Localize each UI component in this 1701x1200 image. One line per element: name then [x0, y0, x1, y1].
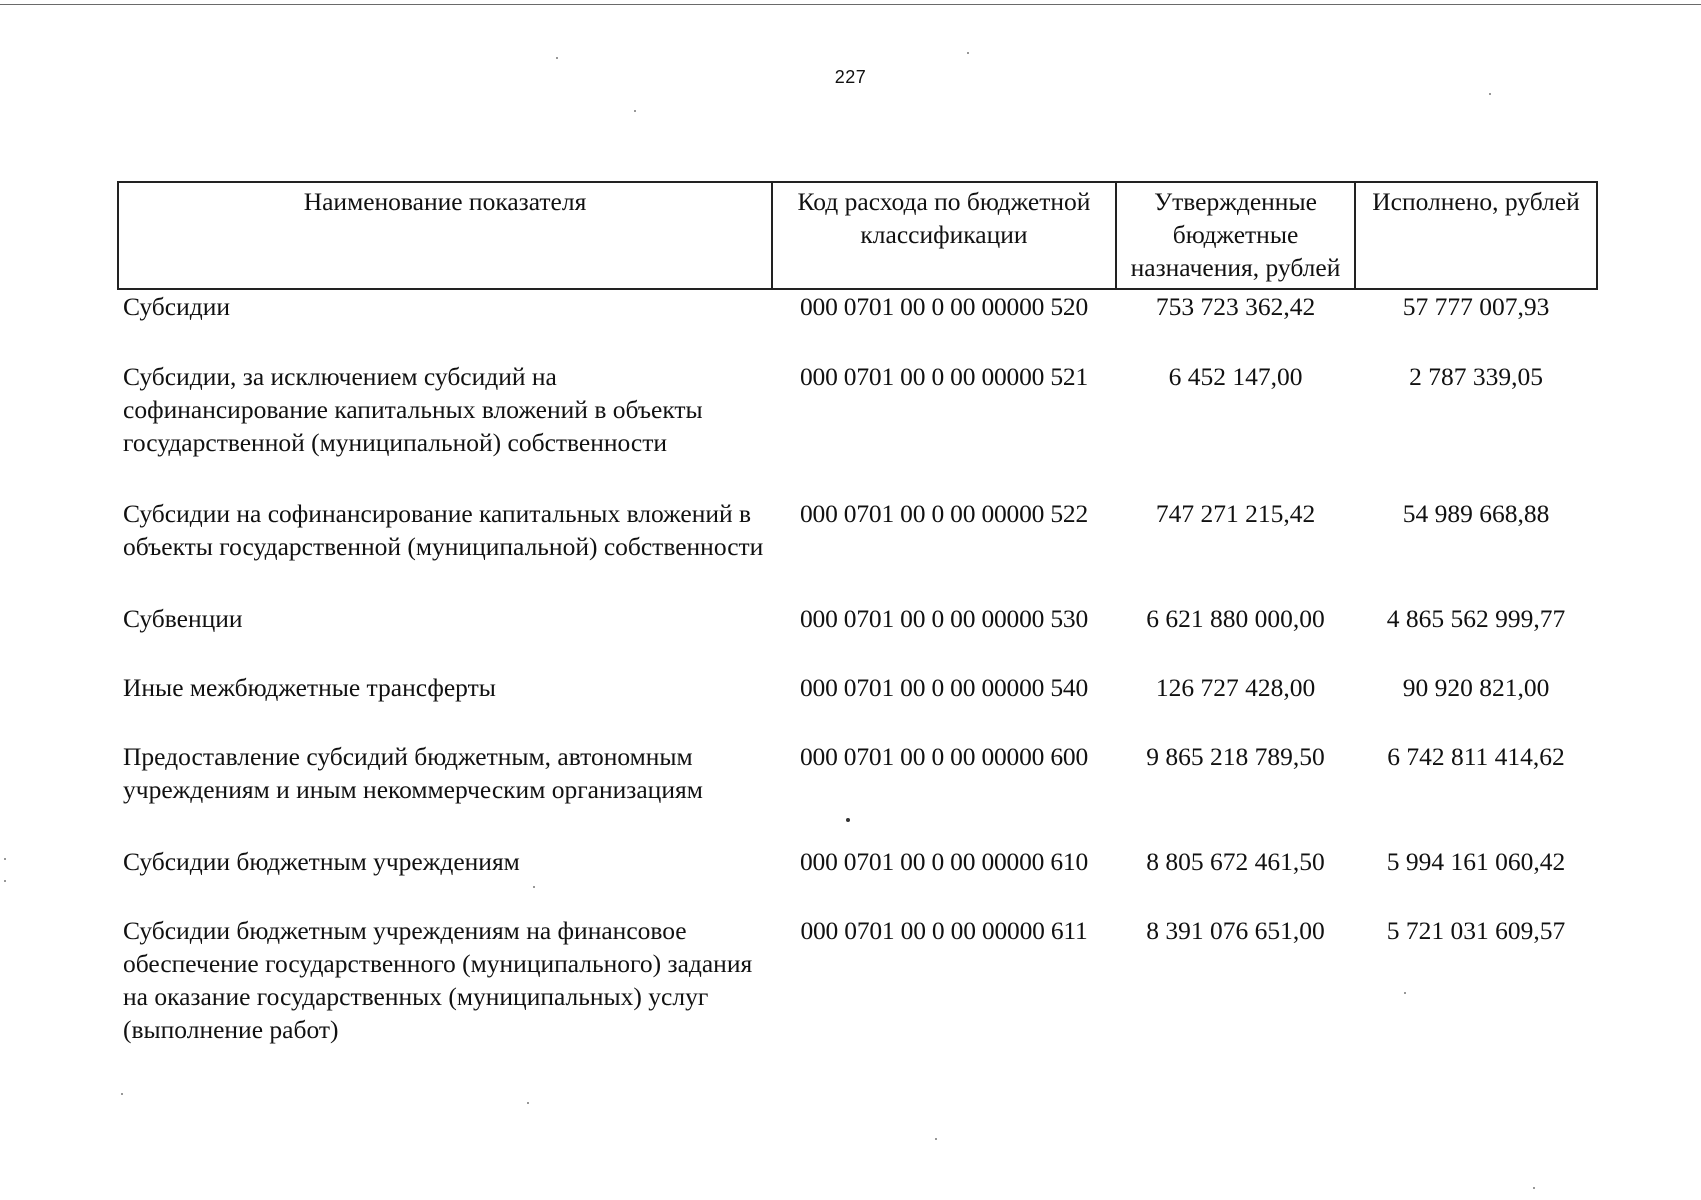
scan-speck — [4, 880, 6, 882]
row-name: Субсидии на софинансирование капитальных вложений в объекты государственной (муниципальной) собственности — [123, 499, 764, 561]
row-executed: 2 787 339,05 — [1409, 362, 1543, 391]
table-header-row — [118, 182, 1597, 289]
row-approved: 9 865 218 789,50 — [1146, 742, 1325, 771]
scan-speck — [1489, 93, 1491, 95]
row-executed: 90 920 821,00 — [1402, 673, 1550, 702]
row-approved: 8 391 076 651,00 — [1146, 916, 1325, 945]
row-code: 000 0701 00 0 00 00000 530 — [799, 604, 1089, 633]
row-executed: 5 994 161 060,42 — [1386, 847, 1566, 876]
row-code: 000 0701 00 0 00 00000 611 — [800, 916, 1088, 945]
scan-speck — [1404, 992, 1406, 994]
row-approved: 8 805 672 461,50 — [1146, 847, 1325, 876]
scan-speck — [4, 858, 6, 860]
row-name: Субсидии — [123, 292, 230, 321]
table-row — [118, 289, 1597, 360]
table-row — [118, 740, 1597, 845]
scan-speck — [556, 57, 558, 59]
scan-speck — [527, 1102, 529, 1104]
row-code: 000 0701 00 0 00 00000 521 — [799, 362, 1089, 391]
scan-top-edge — [0, 4, 1701, 5]
row-approved: 747 271 215,42 — [1155, 499, 1316, 528]
row-code: 000 0701 00 0 00 00000 610 — [799, 847, 1089, 876]
table-row — [118, 360, 1597, 497]
scan-speck — [846, 818, 850, 822]
row-name: Иные межбюджетные трансферты — [123, 673, 496, 702]
table-row — [118, 914, 1597, 1054]
row-approved: 753 723 362,42 — [1155, 292, 1316, 321]
scan-speck — [634, 110, 636, 112]
table-row — [118, 845, 1597, 914]
scan-speck — [121, 1093, 123, 1095]
row-code: 000 0701 00 0 00 00000 540 — [799, 673, 1089, 702]
header-expense-code: Код расхода по бюджетной классификации — [772, 182, 1116, 289]
scan-speck — [1533, 1187, 1535, 1189]
row-approved: 6 621 880 000,00 — [1146, 604, 1325, 633]
row-executed: 54 989 668,88 — [1402, 499, 1550, 528]
scan-speck — [533, 886, 535, 888]
row-executed: 57 777 007,93 — [1402, 292, 1550, 321]
row-approved: 126 727 428,00 — [1155, 673, 1316, 702]
header-approved-appropriations: Утвержденные бюджетные назначения, рублей — [1116, 182, 1355, 289]
row-name: Предоставление субсидий бюджетным, автономным учреждениям и иным некоммерческим организациям — [123, 742, 703, 804]
row-executed: 5 721 031 609,57 — [1386, 916, 1566, 945]
row-executed: 4 865 562 999,77 — [1386, 604, 1566, 633]
header-indicator-name: Наименование показателя — [118, 182, 772, 289]
scan-speck — [967, 52, 969, 54]
row-code: 000 0701 00 0 00 00000 600 — [799, 742, 1089, 771]
row-code: 000 0701 00 0 00 00000 522 — [799, 499, 1089, 528]
header-executed: Исполнено, рублей — [1355, 182, 1597, 289]
row-executed: 6 742 811 414,62 — [1387, 742, 1565, 771]
row-name: Субсидии, за исключением субсидий на софинансирование капитальных вложений в объекты государственной (муниципальной) собственности — [123, 362, 703, 457]
table-row — [118, 497, 1597, 602]
row-code: 000 0701 00 0 00 00000 520 — [799, 292, 1089, 321]
table-row — [118, 602, 1597, 671]
budget-execution-table — [117, 181, 1598, 1054]
page-number: 227 — [834, 67, 867, 87]
scan-speck — [935, 1138, 937, 1140]
table-row — [118, 671, 1597, 740]
row-approved: 6 452 147,00 — [1168, 362, 1303, 391]
row-name: Субсидии бюджетным учреждениям на финансовое обеспечение государственного (муниципального) задания на оказание государственных (муниципальных) услуг (выполнение работ) — [123, 916, 753, 1044]
row-name: Субсидии бюджетным учреждениям — [123, 847, 520, 876]
row-name: Субвенции — [123, 604, 243, 633]
